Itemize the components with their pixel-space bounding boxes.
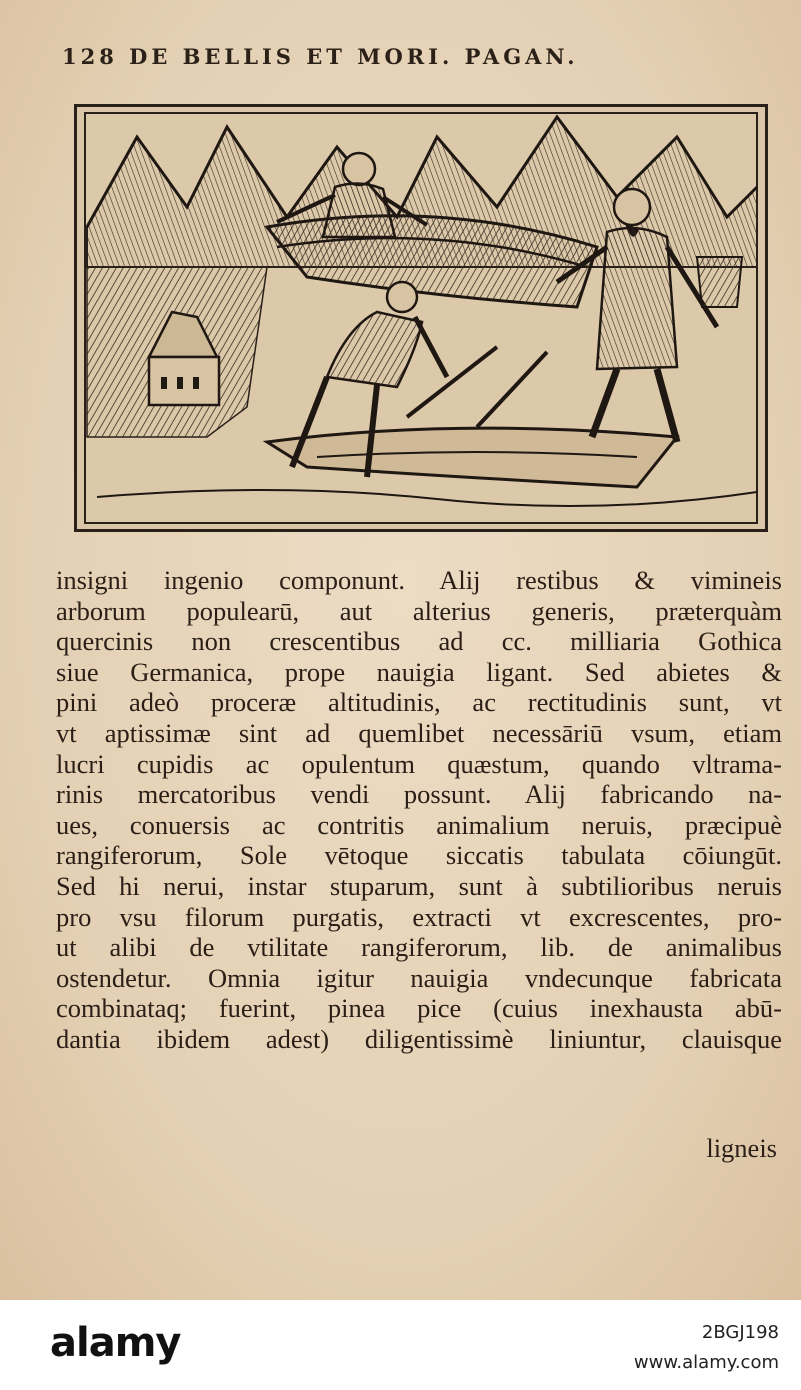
watermark-image-id: 2BGJ198 [701,1322,779,1343]
text-line: insigni ingenio componunt. Alij restibus & vimineis [56,565,782,595]
watermark-logo: alamy [50,1320,181,1366]
text-line: ostendetur. Omnia igitur nauigia vndecunque fabricata [56,962,782,993]
text-line: vt aptissimæ sint ad quemlibet necessāriū vsum, etiam [56,717,782,748]
text-line: arborum populearū, aut alterius generis, præterquàm [56,595,782,626]
catchword: ligneis [706,1133,777,1163]
text-line: dantia ibidem adest) diligentissimè liniuntur, clauisque [56,1023,782,1054]
text-line: lucri cupidis ac opulentum quæstum, quando vltrama- [56,748,782,779]
text-line: ues, conuersis ac contritis animalium neruis, præcipuè [56,809,782,840]
watermark-bar [0,1300,801,1390]
woodcut-illustration [74,104,768,532]
text-line: rinis mercatoribus vendi possunt. Alij fabricando na- [56,779,782,810]
running-head: 128 DE BELLIS ET MORI. PAGAN. [62,44,579,69]
text-line: Sed hi nerui, instar stuparum, sunt à subtilioribus neruis [56,870,782,901]
watermark-url: www.alamy.com [633,1352,779,1373]
text-line: pini adeò proceræ altitudinis, ac rectitudinis sunt, vt [56,687,782,718]
text-line: combinataq; fuerint, pinea pice (cuius inexhausta abū- [56,993,782,1024]
text-line: rangiferorum, Sole vētoque siccatis tabulata cōiungūt. [56,840,782,871]
body-text [56,565,782,1055]
text-line: quercinis non crescentibus ad cc. milliaria Gothica [56,626,782,657]
text-line: siue Germanica, prope nauigia ligant. Sed abietes & [56,656,782,687]
woodcut-drawing [77,107,765,529]
text-line: ut alibi de vtilitate rangiferorum, lib. de animalibus [56,932,782,963]
text-line: pro vsu filorum purgatis, extracti vt excrescentes, pro- [56,901,782,932]
